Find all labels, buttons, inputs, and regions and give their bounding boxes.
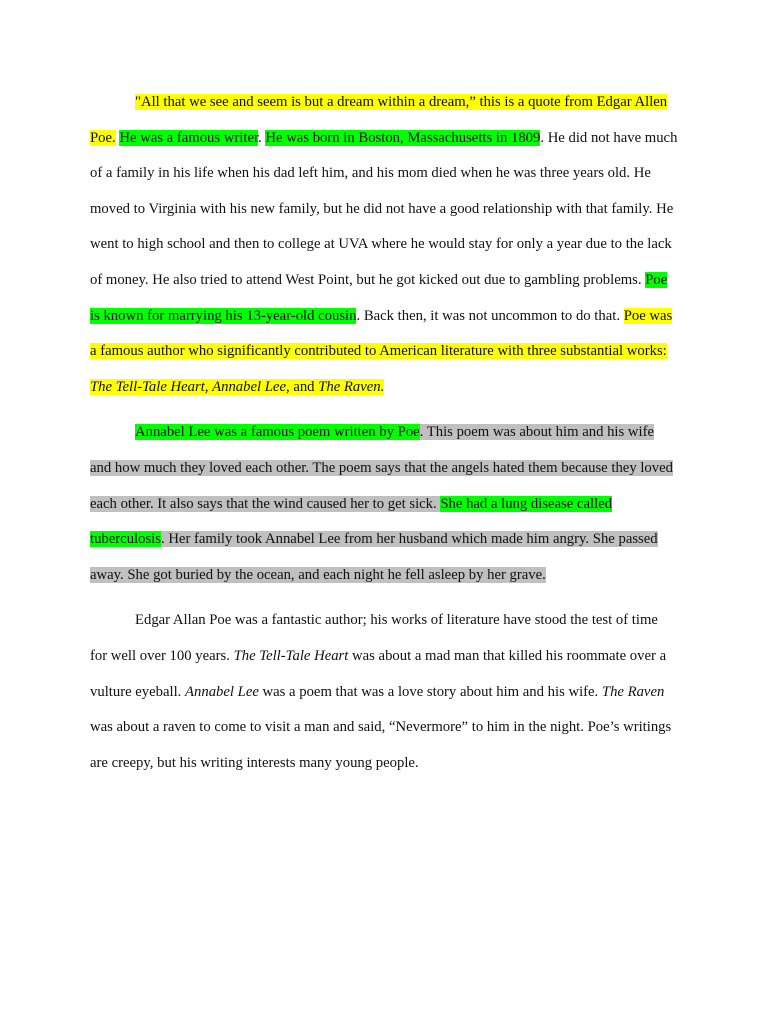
- highlighted-text: . This poem was about him and his wife and how much they loved each other. The poem says that the angels hated them because they loved each other. It also says that the wind caused her to get sick.: [90, 424, 673, 512]
- highlighted-text: ,: [204, 378, 213, 395]
- text-run: . Back then, it was not uncommon to do that.: [356, 307, 624, 324]
- highlighted-text: He was a famous writer: [119, 129, 259, 146]
- highlighted-text: The Raven.: [318, 378, 385, 395]
- text-run: The Raven: [601, 683, 665, 700]
- text-run: was a poem that was a love story about him and his wife.: [258, 683, 602, 700]
- highlighted-text: Annabel Lee was a famous poem written by Poe: [135, 424, 420, 441]
- text-run: was about a mad man that killed his roommate over a vulture eyeball.: [90, 647, 667, 700]
- highlighted-text: The Tell-Tale Heart: [90, 378, 205, 395]
- highlighted-text: Annabel Lee: [212, 378, 286, 395]
- text-run: The Tell-Tale Heart: [233, 647, 349, 664]
- highlighted-text: "All that we see and seem is but a dream within a dream,” this is a quote from Edgar Allen Poe.: [90, 94, 668, 146]
- paragraph-poe-biography: [90, 85, 678, 405]
- paragraph-legacy: [90, 603, 678, 781]
- highlighted-text: . Her family took Annabel Lee from her husband which made him angry. She passed away. She got buried by the ocean, and each night he fell asleep by her grave.: [90, 531, 658, 583]
- paragraph-annabel-lee: [90, 415, 678, 593]
- highlighted-text: , and: [285, 378, 319, 395]
- highlighted-text: He was born in Boston, Massachusetts in 1809: [265, 129, 541, 146]
- highlighted-text: Poe is known for marrying his 13-year-old cousin: [90, 271, 668, 324]
- text-run: . He did not have much of a family in his life when his dad left him, and his mom died when he was three years old. He moved to Virginia with his new family, but he did not have a good relationship with that family. He went to high school and then to college at UVA where he would stay for only a year due to the lack of money. He also tried to attend West Point, but he got kicked out due to gambling problems.: [90, 129, 678, 288]
- text-run: was about a raven to come to visit a man and said, “Nevermore” to him in the night. Poe’s writings are creepy, but his writing interests many young people.: [90, 719, 672, 771]
- highlighted-text: Poe was a famous author who significantly contributed to American literature with three substantial works:: [90, 307, 673, 360]
- text-run: Annabel Lee: [185, 683, 259, 700]
- document-body: [90, 85, 678, 791]
- text-run: .: [258, 129, 266, 146]
- text-run: Edgar Allan Poe was a fantastic author; his works of literature have stood the test of time for well over 100 years.: [90, 612, 658, 664]
- highlighted-text: She had a lung disease called tuberculosis: [90, 495, 613, 548]
